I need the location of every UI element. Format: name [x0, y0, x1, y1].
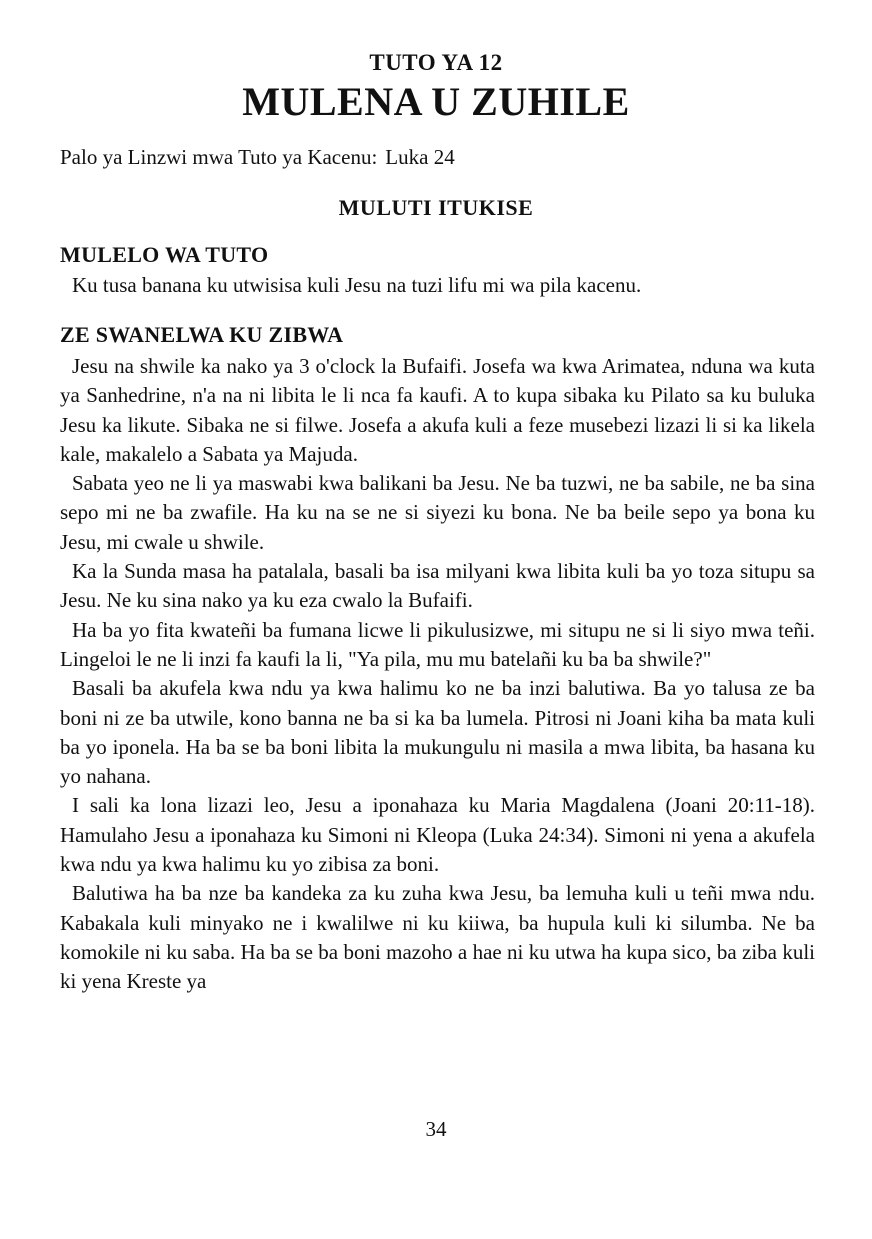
aim-heading: MULELO WA TUTO	[60, 242, 269, 267]
scripture-reading-line	[60, 145, 820, 170]
lesson-title: MULENA U ZUHILE	[242, 79, 630, 124]
paragraph: Balutiwa ha ba nze ba kandeka za ku zuha kwa Jesu, ba lemuha kuli u teñi mwa ndu. Kabakala kuli minyako ne i kwalilwe ni ku kiiwa, ba hupula kuli ki silumba. Ne ba komokile ni ku saba. Ha ba se ba boni mazoho a hae ni ku utwa ha kupa sico, ba ziba kuli ki yena Kreste ya	[60, 881, 815, 994]
paragraph: Ha ba yo fita kwateñi ba fumana licwe li pikulusizwe, mi situpu ne si li siyo mwa teñi. Lingeloi le ne li inzi fa kaufi la li, "Ya pila, mu mu batelañi ku ba ba shwile?"	[60, 617, 815, 671]
scripture-reference: Luka 24	[385, 145, 455, 169]
paragraph: Jesu na shwile ka nako ya 3 o'clock la Bufaifi. Josefa wa kwa Arimatea, nduna wa kuta ya Sanhedrine, n'a na ni libita le li nca fa kaufi. A to kupa sibaka ku Pilato sa ku buluka Jesu ka likute. Sibaka ne si filwe. Josefa a akufa kuli a feze musebezi lizazi li si ka likela kale, makalelo a Sabata ya Majuda.	[60, 354, 815, 466]
background-heading: ZE SWANELWA KU ZIBWA	[60, 322, 344, 347]
paragraph: Basali ba akufela kwa ndu ya kwa halimu ko ne ba inzi balutiwa. Ba yo talusa ze ba boni ni ze ba utwile, kono banna ne ba si ka ba lumela. Pitrosi ni Joani kiha ba mata kuli ba yo iponela. Ha ba se ba boni libita la mukungulu ni masila a mwa libita, ba hasana ku yo nahana.	[60, 676, 815, 789]
page-number: 34	[425, 1117, 447, 1141]
scripture-reading-label: Palo ya Linzwi mwa Tuto ya Kacenu:	[60, 145, 378, 169]
paragraph: Sabata yeo ne li ya maswabi kwa balikani ba Jesu. Ne ba tuzwi, ne ba sabile, ne ba sina sepo mi ne ba zwafile. Ha ku na se ne si siyezi ku bona. Ne ba beile sepo ya bona ku Jesu, mi cwale u shwile.	[60, 471, 815, 554]
paragraph: Ka la Sunda masa ha patalala, basali ba isa milyani kwa libita kuli ba yo toza situpu sa Jesu. Ne ku sina nako ya ku eza cwalo la Bufaifi.	[60, 559, 815, 613]
background-body	[60, 352, 815, 997]
paragraph: I sali ka lona lizazi leo, Jesu a iponahaza ku Maria Magdalena (Joani 20:11-18). Hamulaho Jesu a iponahaza ku Simoni ni Kleopa (Luka 24:34). Simoni ni yena a akufela kwa ndu ya kwa halimu ku yo zibisa za boni.	[60, 793, 815, 877]
lesson-number: TUTO YA 12	[369, 50, 503, 75]
aim-text: Ku tusa banana ku utwisisa kuli Jesu na tuzi lifu mi wa pila kacenu.	[72, 273, 642, 297]
memory-verse-heading: MULUTI ITUKISE	[338, 195, 534, 220]
